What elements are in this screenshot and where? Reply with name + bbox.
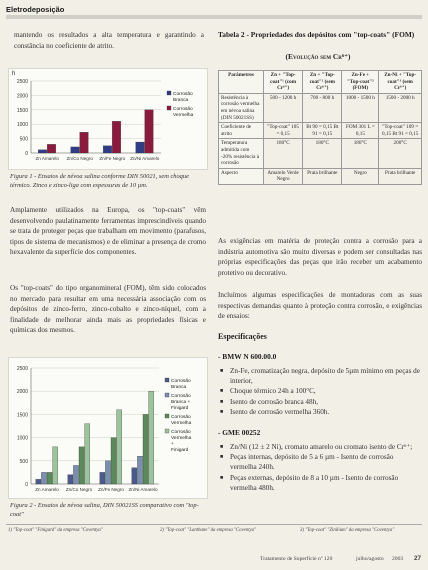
legend-label: Branca: [171, 385, 187, 390]
bar: [136, 142, 145, 153]
table-cell: Amarelo Verde Negro: [264, 168, 303, 184]
x-tick-label: Zn Amarelo: [35, 156, 59, 161]
y-tick-label: 2000: [16, 93, 28, 100]
footnote-1: 1) "Top-coat" "Finigard" da empresa "Coventya": [8, 528, 103, 533]
bar: [38, 150, 47, 153]
x-tick-label: Zn/Co Negro: [66, 156, 93, 161]
y-tick-label: 500: [19, 458, 28, 465]
figure-2-caption: Figura 2 - Ensaios de névoa salina, DIN 50021SS comparativo com "top-coat": [10, 502, 199, 518]
table-cell: Temperatura admitida com -20% resistência à corrosão: [219, 139, 264, 168]
footer-journal: Tratamento de Superfície nº 120: [260, 556, 333, 562]
legend-label: Vermelha: [171, 421, 192, 426]
table-cell: Prata brilhante: [379, 168, 422, 184]
chart-2-plot: [9, 358, 207, 498]
legend-label: Corrosão: [173, 92, 193, 97]
table-row: [219, 123, 422, 139]
x-tick-label: Zn/Fe Negro: [98, 487, 124, 492]
x-tick-label: Zn Amarelo: [35, 487, 59, 492]
bar: [112, 121, 121, 153]
list-item: ■ Isento de corrosão branca 48h,: [220, 397, 420, 407]
table-cell: 180°C: [303, 139, 342, 168]
spec-gme-list: [220, 442, 420, 493]
spec-bmw-title: - BMW N 600.00.0: [218, 352, 277, 361]
legend-label: +: [171, 442, 174, 447]
bar: [132, 468, 137, 484]
legend-label: Corrosão: [171, 394, 191, 399]
table-header-cell: Zn + "Top-coat"¹ (sem Cr⁶⁺): [303, 71, 342, 94]
bar: [143, 414, 148, 484]
legend-label: Finigard: [171, 448, 189, 453]
list-item: ■ Zn-Fe, cromatização negra, depósito de 5µm mínimo em peças de interior,: [220, 366, 420, 386]
table-row: [219, 139, 422, 168]
legend-label: Corrosão: [171, 430, 191, 435]
x-tick-label: Zn/Ni Amarelo: [128, 487, 158, 492]
legend-label: Corrosão: [171, 415, 191, 420]
bar: [137, 456, 142, 484]
list-item: ■ Choque térmico 24h a 100°C,: [220, 386, 420, 396]
bar: [47, 144, 56, 153]
y-tick-label: 2500: [16, 79, 28, 85]
chart-2: [8, 357, 208, 499]
y-tick-label: 1500: [16, 107, 28, 114]
table-cell: Bt 90 = 0,15 Bt 91 = 0,15: [303, 123, 342, 139]
paragraph-intro: mantendo os resultados a alta temperatura e garantindo a constância no coeficiente de atrito.: [14, 31, 204, 50]
table-cell: 1500 - 2000 h: [379, 93, 422, 122]
chart-1: [8, 68, 208, 170]
table-cell: 180°C: [342, 139, 379, 168]
bar: [80, 132, 89, 153]
footnote-rule: [6, 524, 422, 525]
legend-swatch: [167, 91, 171, 95]
bar: [36, 479, 41, 484]
spec-bmw-list: [220, 366, 420, 417]
y-tick-label: 1000: [16, 435, 28, 442]
paragraph-fom: Os "top-coats" do tipo organomineral (FOM), têm sido colocados no mercado para resultar em uma necessária associação com os depósitos de zinco-ferro, zinco-cobalto e zinco-níquel, com a finalidade de melhorar ainda mais as propriedades físicas e químicas dos mesmos.: [10, 284, 206, 335]
y-tick-label: 500: [19, 136, 28, 143]
table-row: [219, 168, 422, 184]
paragraph-europe: Amplamente utilizados na Europa, os "top-coats" vêm desenvolvendo paulatinamente ferramentas imprescindíveis quando se trata de proteger peças que trabalham em movimento (parafusos, tipos de sistema de mecanismos) e de eliminar a presença de cromo hexavalente da superfície dos componentes.: [10, 206, 206, 257]
bar: [79, 447, 84, 484]
table-row: [219, 93, 422, 122]
table-cell: Coeficiente de atrito: [219, 123, 264, 139]
legend-swatch: [165, 378, 169, 382]
properties-table: [218, 70, 422, 185]
bar: [53, 447, 58, 484]
table-cell: Negro: [342, 168, 379, 184]
bar: [105, 461, 110, 484]
y-tick-label: 2500: [16, 366, 28, 372]
table-subcaption: (Evolução sem Cr⁶⁺): [285, 52, 351, 61]
legend-label: Finigard: [171, 406, 189, 411]
table-header-cell: Zn-Fe + "Top-coat"² (FOM): [342, 71, 379, 94]
legend-label: Corrosão: [173, 107, 193, 112]
bar: [41, 472, 46, 484]
table-cell: "Top-coat" 109 = 0,15 Bt 91 = 0,15: [379, 123, 422, 139]
list-item: ■ Zn/Ni (12 ± 2 Ni), cromato amarelo ou cromato isento de Cr⁶⁺;: [220, 442, 420, 452]
bar: [111, 438, 116, 484]
bar: [145, 110, 154, 153]
y-tick-label: 2000: [16, 389, 28, 396]
bar: [149, 391, 154, 484]
table-cell: 180°C: [264, 139, 303, 168]
footnote-2: 2) "Top-coat" "Lanthane" da empresa "Coventya": [160, 528, 257, 533]
list-item: ■ Peças internas, depósito de 5 a 6 µm - Isento de corrosão vermelha 240h.: [220, 452, 420, 472]
header-rule: [6, 15, 422, 19]
legend-label: Branca: [173, 98, 189, 103]
table-header-cell: Parâmetros: [219, 71, 264, 94]
bar: [85, 424, 90, 484]
table-cell: "Top-coat" 105 = 0,15: [264, 123, 303, 139]
specs-heading: Especificações: [218, 332, 267, 341]
legend-label: Vermelha: [173, 113, 194, 118]
footer-issue: julho/agosto: [356, 556, 384, 562]
footer-year: 2003: [392, 556, 404, 562]
bar: [100, 472, 105, 484]
legend-label: Branca +: [171, 400, 191, 405]
table-header-cell: Zn-Ni + "Top-coat"³ (sem Cr⁶⁺): [379, 71, 422, 94]
x-tick-label: Zn/Fe Negro: [99, 156, 126, 161]
y-tick-label: 1000: [16, 122, 28, 129]
bar: [71, 147, 80, 153]
x-tick-label: Zn/Co Negro: [65, 487, 93, 492]
y-tick-label: 0: [25, 482, 28, 488]
table-header-cell: Zn + "Top-coat"¹ (com Cr⁶⁺): [264, 71, 303, 94]
x-tick-label: Zn/Ni Amarelo: [130, 156, 160, 161]
footnote-3: 3) "Top-coat" "Zinilium" da empresa "Coventya": [300, 528, 395, 533]
paragraph-automotive: As exigências em matéria de proteção contra a corrosão para a indústria automotiva são muito diversas e podem ser consultadas nas próprias especificações das peças que irão receber um acabamento protetivo ou decorativo.: [218, 237, 422, 277]
table-cell: 500 - 1200 h: [264, 93, 303, 122]
paragraph-specs-intro: Incluímos algumas especificações de montadoras com as suas respectivas demandas quanto à proteção contra corrosão, e exigências de ensaios:: [218, 291, 422, 321]
page-number: 27: [414, 555, 422, 562]
chart-1-plot: [9, 69, 207, 169]
bar: [47, 472, 52, 484]
table-cell: 700 - 800 h: [303, 93, 342, 122]
chart-1-unit: h: [12, 71, 16, 77]
table-caption: Tabela 2 - Propriedades dos depósitos com "top-coats" (FOM): [218, 30, 415, 39]
bar: [103, 146, 112, 153]
legend-swatch: [165, 414, 169, 418]
legend-swatch: [165, 393, 169, 397]
table-cell: Resistência à corrosão vermelha em névoa salina (DIN 50021SS): [219, 93, 264, 122]
y-tick-label: 1500: [16, 412, 28, 419]
legend-label: Vermelha: [171, 436, 192, 441]
list-item: ■ Isento de corrosão vermelha 360h.: [220, 407, 420, 417]
section-header: Eletrodeposição: [6, 5, 65, 14]
figure-1-caption: Figura 1 - Ensaios de névoa salina conforme DIN 50021, sem choque térmico. Zinco e zinco-liga com espessuras de 10 µm.: [10, 173, 189, 189]
legend-swatch: [167, 106, 171, 110]
legend-swatch: [165, 429, 169, 433]
table-cell: 200°C: [379, 139, 422, 168]
properties-table-wrap: [218, 70, 422, 185]
y-tick-label: 0: [25, 151, 28, 157]
legend-label: Corrosão: [171, 379, 191, 384]
spec-gme-title: - GME 00252: [218, 428, 261, 437]
table-header-row: [219, 71, 422, 94]
bar: [117, 410, 122, 484]
table-cell: Aspecto: [219, 168, 264, 184]
bar: [68, 475, 73, 484]
list-item: ■ Peças externas, depósito de 8 a 10 µm - Isento de corrosão vermelha 480h.: [220, 473, 420, 493]
bar: [73, 465, 78, 484]
table-cell: FOM 301 L = 0,15: [342, 123, 379, 139]
table-cell: Prata brilhante: [303, 168, 342, 184]
table-cell: 1000 - 1500 h: [342, 93, 379, 122]
